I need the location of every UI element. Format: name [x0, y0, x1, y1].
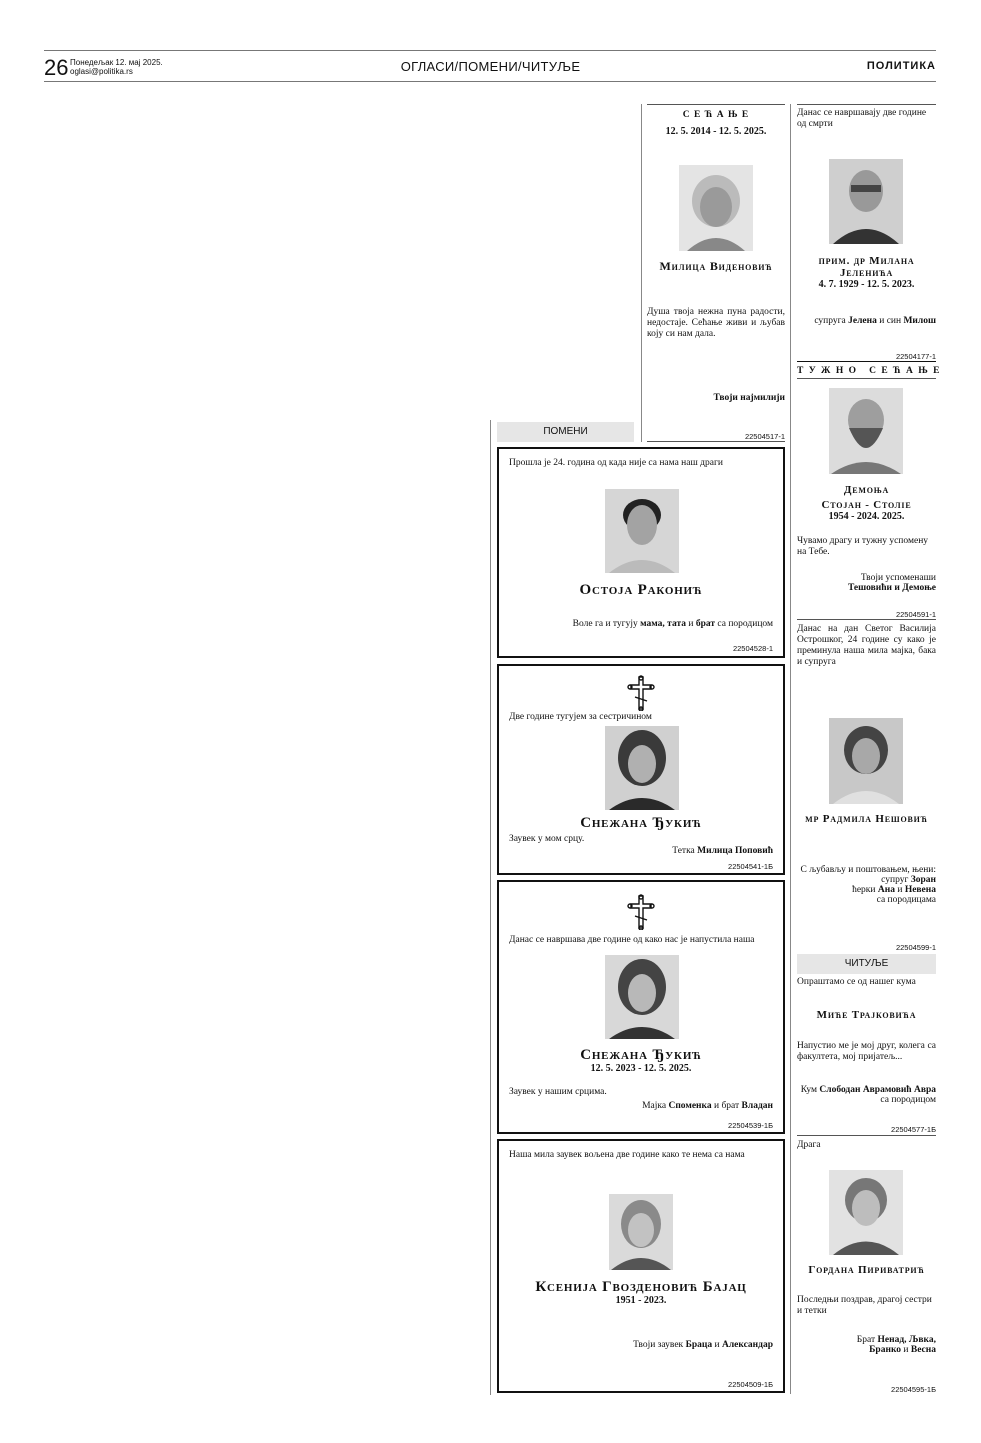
portrait-photo	[829, 718, 903, 804]
ad-code: 22504517-1	[744, 432, 785, 441]
notice-intro: Прошла је 24. година од када није са нама наш драги	[509, 458, 723, 468]
sign-text: Твоји заувек	[633, 1340, 686, 1350]
notice-signature	[509, 1101, 773, 1112]
notice-signature-line4: са породицама	[876, 895, 936, 905]
sign-name: Милица Поповић	[697, 846, 773, 856]
orthodox-cross-icon	[627, 894, 655, 934]
portrait-woman-icon	[829, 1170, 903, 1255]
notice-signature-line1: С љубављу и поштовањем, њени:	[800, 865, 936, 875]
sign-name: брат	[695, 619, 716, 629]
notice-dates: 1954 - 2024. 2025.	[828, 511, 905, 522]
header-top-rule	[44, 50, 936, 51]
notice-intro: Опраштамо се од нашег кума	[797, 977, 916, 987]
notice-signature	[509, 619, 773, 630]
ad-code: 22504177-1	[895, 352, 936, 361]
notice-signature-line2	[797, 1345, 936, 1356]
deceased-name-line2: Стојан - Століе	[821, 499, 912, 511]
portrait-man-icon	[829, 159, 903, 244]
notice-rule	[647, 104, 785, 105]
sign-name: мама, тата	[640, 619, 686, 629]
notice-signature	[797, 316, 936, 327]
notice-text: Последњи поздрав, драгој сестри и тетки	[797, 1295, 932, 1316]
notice-heading: С Е Ћ А Њ Е	[682, 110, 750, 120]
sign-name: Милош	[903, 316, 936, 326]
sign-text: Мајка	[642, 1101, 669, 1111]
notice-rule	[647, 441, 785, 442]
sign-text: са породицом	[715, 619, 773, 629]
sign-text: и	[712, 1340, 722, 1350]
notice-videnovic	[647, 104, 785, 442]
notice-text: Напустио ме је мој друг, колега са факултета, мој пријатељ...	[797, 1041, 936, 1062]
notice-dates: 12. 5. 2014 - 12. 5. 2025.	[665, 126, 767, 137]
sign-name: Зоран	[910, 875, 936, 885]
sign-text: и брат	[711, 1101, 742, 1111]
page-number: 26	[44, 55, 69, 80]
column-rule	[490, 420, 491, 1395]
notice-rule	[797, 361, 936, 362]
contact-email: oglasi@politika.rs	[70, 67, 133, 76]
notice-text: Заувек у нашим срцима.	[509, 1087, 607, 1097]
portrait-woman-icon	[605, 955, 679, 1039]
notice-intro: Данас се навршава две године од како нас је напустила наша	[509, 935, 755, 945]
notice-rule	[797, 104, 936, 105]
portrait-woman-icon	[679, 165, 753, 251]
portrait-photo	[609, 1194, 673, 1270]
portrait-photo	[605, 489, 679, 573]
notice-rule	[797, 378, 936, 379]
sign-text: супруга	[814, 316, 849, 326]
notice-rakonic	[497, 447, 785, 658]
sign-name: Споменка	[668, 1101, 712, 1111]
sign-name: Невена	[904, 885, 936, 895]
notice-heading: Т У Ж Н О С Е Ћ А Њ Е	[797, 366, 941, 376]
notice-djukic-1	[497, 664, 785, 875]
sign-name: Бранко	[869, 1345, 902, 1355]
brand-logo: ПОЛИТИКА	[866, 60, 936, 72]
portrait-man-icon	[605, 489, 679, 573]
sign-name: Браца	[685, 1340, 713, 1350]
sign-text: Брат	[856, 1335, 878, 1345]
sign-text: Тетка	[672, 846, 698, 856]
sign-name: Весна	[910, 1345, 936, 1355]
portrait-man-beard-icon	[829, 388, 903, 474]
ad-code: 22504539-1Б	[728, 1121, 773, 1130]
sign-name: Слободан Аврамовић Авра	[819, 1085, 936, 1095]
sign-text: и	[901, 1345, 911, 1355]
sign-text: и	[894, 885, 905, 895]
deceased-name: Ксенија Гвозденовић Бајац	[535, 1279, 747, 1295]
sign-name: Ана	[877, 885, 895, 895]
section-title: ОГЛАСИ/ПОМЕНИ/ЧИТУЉЕ	[400, 59, 581, 74]
column-rule	[641, 104, 642, 442]
sign-text: Воле га и тугују	[572, 619, 641, 629]
notice-djukic-2	[497, 880, 785, 1134]
deceased-name: мр Радмила Нешовић	[805, 813, 928, 825]
portrait-photo	[605, 726, 679, 810]
notice-intro: Данас се навршавају две године од смрти	[797, 108, 927, 129]
sign-text: и син	[876, 316, 904, 326]
notice-rule	[797, 619, 936, 620]
ad-code: 22504591-1	[895, 610, 936, 619]
notice-signature-line1: Твоји успоменаши	[860, 573, 936, 583]
portrait-woman-icon	[829, 718, 903, 804]
notice-signature-line2: са породицом	[880, 1095, 936, 1105]
sign-text: супруг	[881, 875, 911, 885]
notice-intro: Наша мила заувек вољена две године како те нема са нама	[509, 1150, 745, 1160]
ad-code: 22504599-1	[895, 943, 936, 952]
portrait-photo	[679, 165, 753, 251]
deceased-name: Гордана Пириватрић	[808, 1264, 925, 1276]
deceased-name-line1: Демоња	[843, 484, 890, 496]
notice-text: Заувек у мом срцу.	[509, 834, 585, 844]
notice-text: Душа твоја нежна пуна радости, недостаје. Сећање живи и љубав коју си нам дала.	[647, 307, 785, 339]
ad-code: 22504595-1Б	[891, 1385, 936, 1394]
portrait-woman-icon	[609, 1194, 673, 1270]
deceased-name: Остоја Раконић	[579, 582, 703, 598]
sign-name: Владан	[741, 1101, 773, 1111]
portrait-woman-icon	[605, 726, 679, 810]
ad-code: 22504577-1Б	[891, 1125, 936, 1134]
orthodox-cross-icon	[627, 675, 655, 715]
deceased-name-line2: Јеленића	[839, 267, 894, 279]
column-rule	[790, 104, 791, 1394]
sign-name: Александар	[721, 1340, 773, 1350]
portrait-photo	[829, 1170, 903, 1255]
section-label-citulje: ЧИТУЉЕ	[797, 954, 936, 974]
sign-text: ћерки	[852, 885, 878, 895]
notice-intro: Данас на дан Светог Василија Острошког, 24 године су како је преминула наша мила мајка, бака и супруга	[797, 624, 936, 667]
deceased-name: Снежана Ђукић	[580, 815, 702, 831]
sign-name: Јелена	[848, 316, 877, 326]
notice-signature: Твоји најмилији	[713, 393, 785, 403]
notice-intro: Драга	[797, 1140, 821, 1150]
sign-text: Кум	[800, 1085, 820, 1095]
ad-code: 22504541-1Б	[728, 862, 773, 871]
deceased-name: Милица Виденовић	[659, 259, 773, 273]
deceased-name: Снежана Ђукић	[580, 1047, 702, 1063]
portrait-photo	[829, 388, 903, 474]
deceased-name-line1: прим. др Милана	[818, 255, 915, 267]
notice-bajac	[497, 1139, 785, 1393]
ad-code: 22504509-1Б	[728, 1380, 773, 1389]
notice-dates: 4. 7. 1929 - 12. 5. 2023.	[818, 279, 915, 290]
notice-text: Чувамо драгу и тужну успомену на Тебе.	[797, 536, 929, 557]
portrait-photo	[605, 955, 679, 1039]
deceased-name: Миће Трајковића	[816, 1009, 917, 1021]
issue-date: Понедељак 12. мај 2025.	[70, 58, 163, 67]
notice-signature	[509, 846, 773, 857]
notice-intro: Две године тугујем за сестричином	[509, 712, 652, 722]
notice-dates: 12. 5. 2023 - 12. 5. 2025.	[590, 1063, 692, 1074]
header-bottom-rule	[44, 81, 936, 82]
ad-code: 22504528-1	[732, 644, 773, 653]
notice-signature	[509, 1340, 773, 1351]
notice-signature-line2: Тешовићи и Демоње	[847, 583, 936, 593]
notice-dates: 1951 - 2023.	[615, 1295, 667, 1306]
section-label-pomeni: ПОМЕНИ	[497, 422, 634, 442]
notice-rule	[797, 1135, 936, 1136]
sign-name: Ненад, Љвка,	[877, 1335, 936, 1345]
sign-text: и	[685, 619, 696, 629]
portrait-photo	[829, 159, 903, 244]
